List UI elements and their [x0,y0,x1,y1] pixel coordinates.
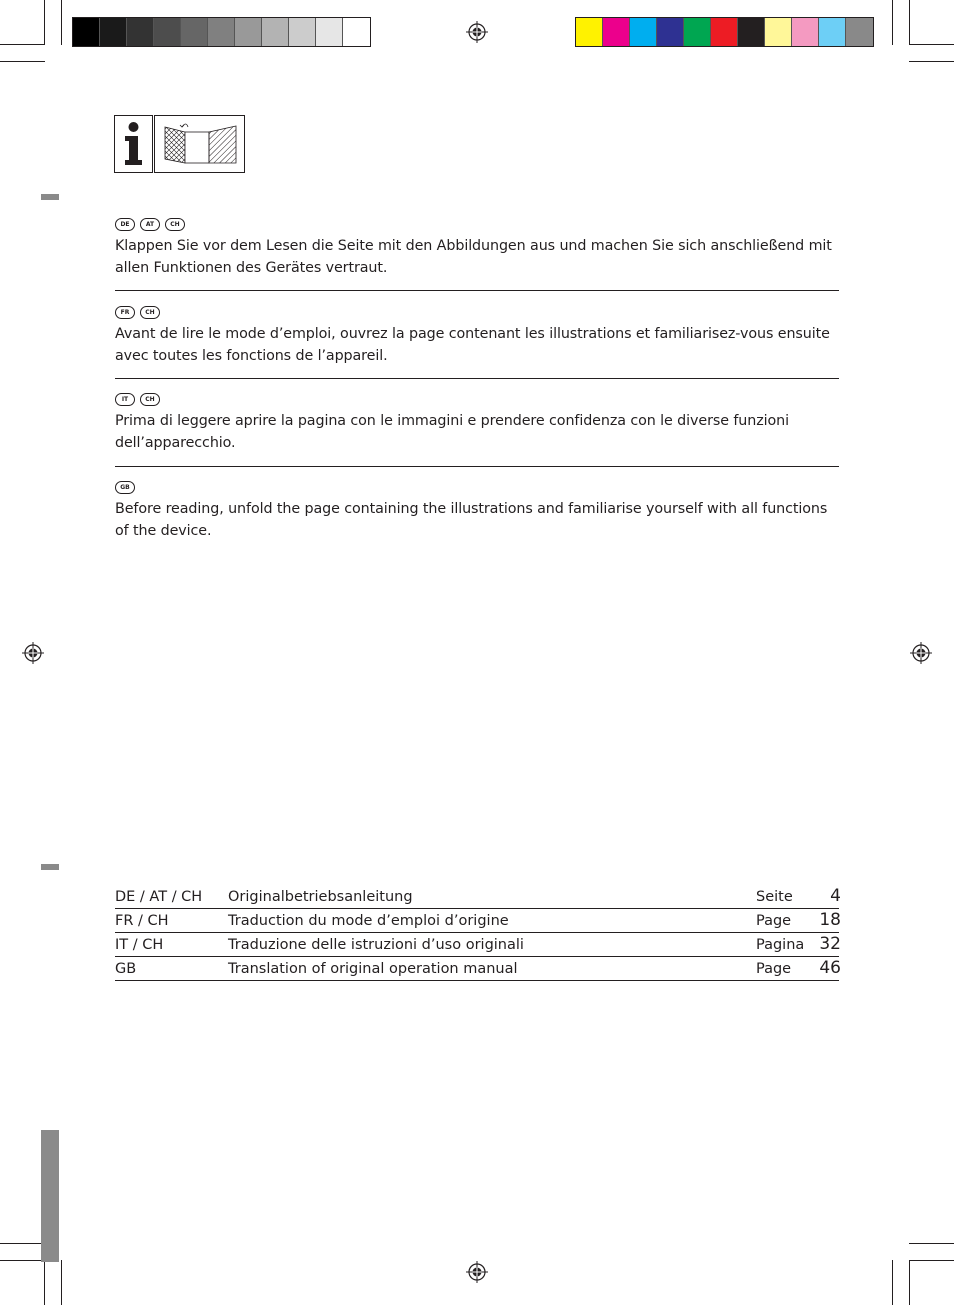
crop-mark [44,0,45,45]
color-swatch [235,18,262,46]
language-badge: CH [140,393,160,406]
toc-page-label: Pagina [756,937,805,953]
foldout-page-icon [154,115,245,173]
information-icon [114,115,153,173]
registration-mark-icon [466,1261,488,1283]
language-badge: GB [115,481,135,494]
fold-mark [41,864,59,870]
language-badge: DE [115,218,135,231]
divider [115,290,839,291]
toc-page-number: 18 [819,910,841,930]
color-swatch [657,18,684,46]
instruction-text-fr: Avant de lire le mode d’emploi, ouvrez la page contenant les illustrations et familiarisez-vous ensuite avec toutes les fonctions de l’appareil. [115,326,830,364]
color-swatch [316,18,343,46]
toc-row[interactable] [115,933,839,957]
thumb-index-tab [41,1130,59,1262]
crop-mark [61,0,62,45]
color-swatch [343,18,370,46]
process-color-bar [575,17,874,47]
crop-mark [892,1260,893,1305]
language-badges-gb [115,481,135,494]
toc-page-number: 32 [819,934,841,954]
language-badge: FR [115,306,135,319]
toc-page-label: Page [756,961,792,977]
color-swatch [154,18,181,46]
toc-language: FR / CH [115,913,169,929]
crop-mark [909,1260,954,1261]
crop-mark [909,1243,954,1244]
toc-row[interactable] [115,885,839,909]
toc-page-number: 46 [819,958,841,978]
color-swatch [127,18,154,46]
divider [115,980,839,981]
color-swatch [181,18,208,46]
toc-language: GB [115,961,137,977]
language-badges-it [115,393,160,406]
registration-mark-icon [910,642,932,664]
registration-mark-icon [466,21,488,43]
crop-mark [0,61,45,62]
registration-mark-icon [22,642,44,664]
instruction-text-it: Prima di leggere aprire la pagina con le immagini e prendere confidenza con le diverse funzioni dell’apparecchio. [115,413,789,451]
toc-page-label: Seite [756,889,793,905]
color-swatch [792,18,819,46]
language-badge: AT [140,218,160,231]
color-swatch [73,18,100,46]
instruction-text-de: Klappen Sie vor dem Lesen die Seite mit den Abbildungen aus und machen Sie sich anschließend mit allen Funktionen des Gerätes vertraut. [115,238,832,276]
instruction-text-gb: Before reading, unfold the page containing the illustrations and familiarise yourself with all functions of the device. [115,501,828,539]
color-swatch [684,18,711,46]
language-badge: IT [115,393,135,406]
color-swatch [603,18,630,46]
language-badge: CH [140,306,160,319]
color-swatch [576,18,603,46]
toc-title: Traduzione delle istruzioni d’uso originali [228,937,524,953]
language-badge: CH [165,218,185,231]
color-swatch [846,18,873,46]
color-swatch [819,18,846,46]
crop-mark [909,44,954,45]
color-swatch [711,18,738,46]
divider [115,466,839,467]
toc-row[interactable] [115,909,839,933]
color-swatch [100,18,127,46]
divider [115,378,839,379]
language-badges-fr [115,306,160,319]
language-badges-de [115,218,185,231]
crop-mark [0,44,45,45]
crop-mark [61,1260,62,1305]
crop-mark [909,61,954,62]
crop-mark [909,0,910,45]
color-swatch [289,18,316,46]
crop-mark [0,1243,45,1244]
toc-row[interactable] [115,957,839,981]
color-swatch [630,18,657,46]
toc-title: Translation of original operation manual [228,961,518,977]
toc-title: Traduction du mode d’emploi d’origine [228,913,509,929]
crop-mark [0,1260,45,1261]
toc-language: DE / AT / CH [115,889,203,905]
toc-page-number: 4 [830,886,841,906]
fold-mark [41,194,59,200]
crop-mark [909,1260,910,1305]
crop-mark [892,0,893,45]
crop-mark [44,1260,45,1305]
toc-title: Originalbetriebsanleitung [228,889,413,905]
toc-page-label: Page [756,913,792,929]
grayscale-color-bar [72,17,371,47]
color-swatch [262,18,289,46]
color-swatch [738,18,765,46]
color-swatch [765,18,792,46]
color-swatch [208,18,235,46]
toc-language: IT / CH [115,937,164,953]
